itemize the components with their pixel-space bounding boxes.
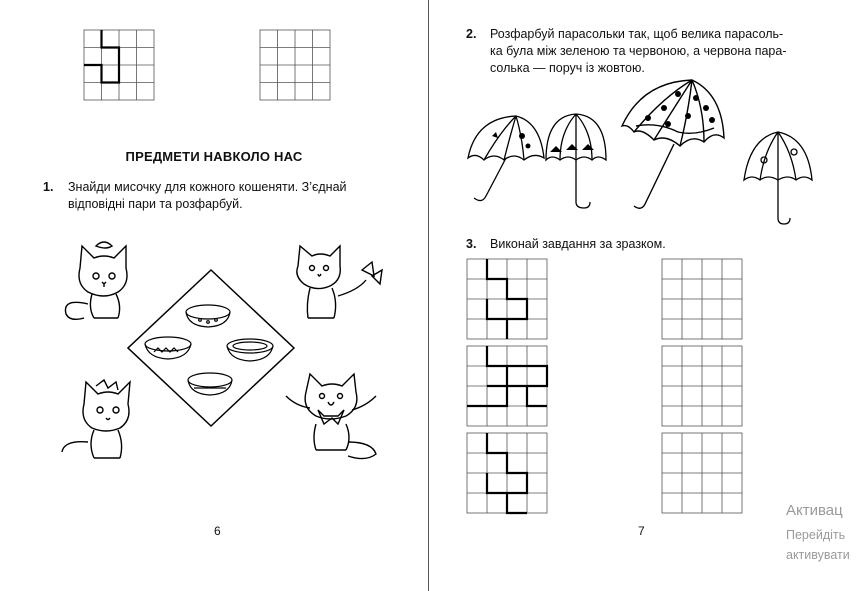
task-2-number: 2.: [466, 27, 477, 41]
bowl-icon: [145, 337, 191, 359]
task-3-number: 3.: [466, 237, 477, 251]
task-2: [466, 26, 856, 80]
pattern-grid-sample-2: [467, 346, 549, 428]
pattern-grid-sample-top: [84, 30, 156, 102]
activation-watermark-line-2: Перейдіть: [786, 528, 846, 542]
umbrella-flower-icon: [742, 130, 814, 226]
empty-grid-2: [662, 346, 744, 428]
empty-grid-top: [260, 30, 332, 102]
task-1-text: Знайди мисочку для кожного кошеняти. З’єднай відповідні пари та розфарбуй.: [68, 180, 347, 211]
section-title: ПРЕДМЕТИ НАВКОЛО НАС: [125, 149, 303, 164]
activation-watermark-line-1: Активац: [786, 502, 843, 519]
task-2-text: Розфарбуй парасольки так, щоб велика парасоль- ка була між зеленою та червоною, а червона пара- солька — поруч із жовтою.: [490, 27, 787, 75]
umbrella-large-icon: [618, 78, 728, 216]
umbrella-scalloped-icon: [542, 112, 610, 212]
task-3: [466, 236, 856, 254]
kitten-bottom-right-icon: [276, 372, 386, 464]
kitten-bottom-left-icon: [56, 376, 146, 462]
task-3-text: Виконай завдання за зразком.: [490, 237, 666, 251]
bowls-diamond-illustration: [126, 268, 296, 428]
pattern-grid-sample-3: [467, 433, 549, 515]
bowl-icon: [186, 305, 230, 327]
pattern-grid-sample-1: [467, 259, 549, 341]
empty-grid-3: [662, 433, 744, 515]
page-number-right: 7: [638, 524, 645, 538]
umbrella-small-left-icon: [466, 112, 546, 210]
empty-grid-1: [662, 259, 744, 341]
bowl-icon: [188, 373, 232, 395]
book-spine-divider: [428, 0, 429, 591]
kitten-top-right-icon: [288, 240, 388, 324]
page-number-left: 6: [214, 524, 221, 538]
left-page: [0, 0, 428, 591]
kitten-top-left-icon: [52, 238, 142, 324]
task-1: [43, 179, 413, 215]
activation-watermark-line-3: активувати: [786, 548, 850, 562]
task-1-number: 1.: [43, 180, 54, 194]
bowl-icon: [227, 339, 273, 361]
